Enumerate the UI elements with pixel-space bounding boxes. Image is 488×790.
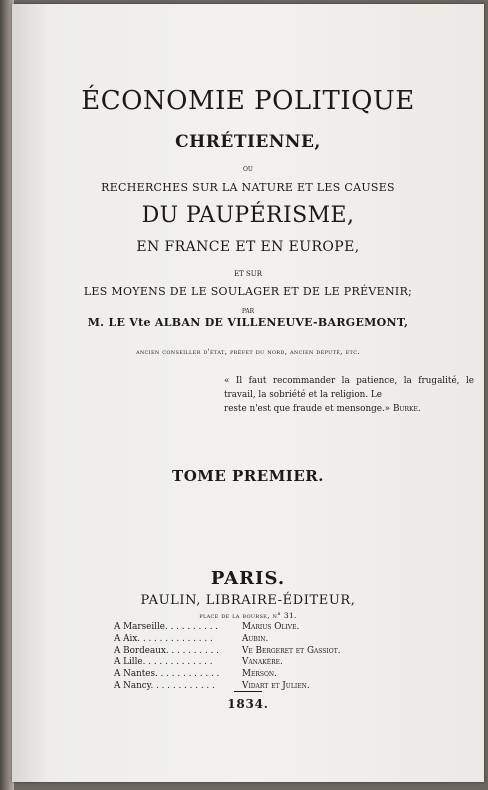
- agent-name: Vidart et Julien.: [242, 680, 310, 691]
- preposition-par: PAR: [241, 308, 255, 315]
- agent-row: [114, 646, 364, 658]
- agent-name: Aubin.: [242, 633, 269, 644]
- publisher-address: place de la bourse, n° 31.: [199, 611, 297, 620]
- agent-city: A Bordeaux. . . . . . . . . .: [114, 645, 219, 656]
- subtitle-line-1: RECHERCHES SUR LA NATURE ET LES CAUSES: [101, 181, 395, 194]
- agent-city: A Lille. . . . . . . . . . . . .: [114, 657, 213, 668]
- epigraph-text: « Il faut recommander la patience, la frugalité, le travail, la sobriété et la religion. Le: [224, 376, 474, 400]
- agent-name: Ve Bergeret et Gassiot.: [242, 645, 341, 656]
- epigraph-attribution: Burke.: [392, 404, 421, 414]
- epigraph: [224, 374, 474, 416]
- divider-rule: [234, 691, 262, 692]
- publisher-name: PAULIN, LIBRAIRE-ÉDITEUR,: [140, 593, 356, 608]
- imprint-city: PARIS.: [210, 568, 286, 589]
- title-line-1: ÉCONOMIE POLITIQUE: [81, 86, 415, 116]
- title-line-2: CHRÉTIENNE,: [175, 132, 321, 152]
- title-page: [12, 4, 484, 782]
- agent-row: [114, 634, 364, 646]
- agent-city: A Aix. . . . . . . . . . . . . .: [114, 633, 213, 644]
- conjunction-et-sur: ET SUR: [234, 270, 262, 278]
- epigraph-last-line: reste n'est que fraude et mensonge.»: [224, 404, 391, 414]
- subtitle-line-2: DU PAUPÉRISME,: [141, 203, 355, 228]
- agent-row: [114, 657, 364, 669]
- publication-year: 1834.: [227, 697, 269, 711]
- conjunction-ou: ou: [243, 164, 253, 173]
- agent-city: A Nancy. . . . . . . . . . . .: [114, 680, 215, 691]
- agent-row: [114, 622, 364, 634]
- author-name: M. LE Vte ALBAN DE VILLENEUVE-BARGEMONT,: [87, 316, 409, 329]
- agent-row: [114, 669, 364, 681]
- author-titles: ancien conseiller d'état, préfet du nord, ancien député, etc.: [135, 347, 361, 356]
- volume-label: TOME PREMIER.: [172, 467, 324, 485]
- epigraph-last-line-wrap: [224, 402, 474, 416]
- agent-name: Marius Olive.: [242, 622, 300, 632]
- subtitle-line-4: LES MOYENS DE LE SOULAGER ET DE LE PRÉVENIR;: [83, 285, 413, 298]
- subtitle-line-3: EN FRANCE ET EN EUROPE,: [136, 239, 360, 255]
- agent-city: A Marseille. . . . . . . . . .: [114, 622, 219, 632]
- agent-city: A Nantes. . . . . . . . . . . .: [114, 669, 220, 680]
- agent-name: Vanakère.: [242, 657, 283, 668]
- agents-list: [114, 622, 364, 693]
- agent-name: Merson.: [242, 669, 277, 680]
